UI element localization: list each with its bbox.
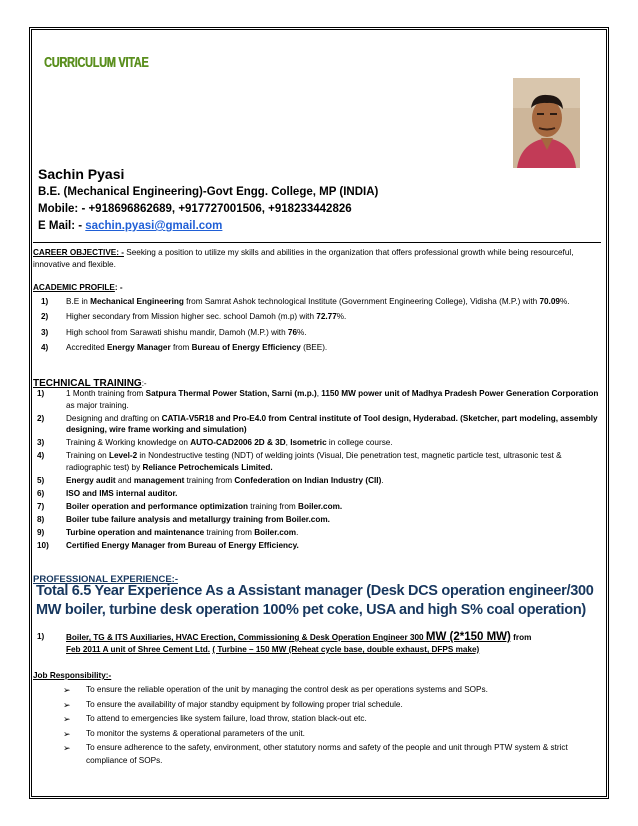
academic-item-text: High school from Sarawati shishu mandir, Damoh (M.P.) with (66, 327, 288, 337)
technical-item-bold: Reliance Petrochemicals Limited. (142, 462, 273, 472)
academic-item-text: %. (336, 312, 347, 322)
job-responsibility-label: Job Responsibility:- (33, 671, 112, 680)
academic-profile-suffix: : - (114, 283, 123, 292)
technical-item-text: . (381, 475, 384, 485)
experience-entry-body (33, 631, 601, 656)
technical-item (33, 475, 601, 487)
technical-item-text: Designing and drafting on (66, 413, 162, 423)
technical-item (33, 413, 601, 436)
technical-item (33, 437, 601, 449)
academic-item-number: 2) (41, 312, 49, 322)
technical-item-text: Training & Working knowledge on (66, 438, 191, 447)
arrow-bullet-icon: ➢ (63, 699, 71, 710)
job-item (33, 699, 601, 712)
academic-item-text: (BEE). (300, 342, 328, 352)
technical-item-number: 7) (37, 501, 45, 511)
technical-item (33, 514, 601, 526)
technical-item-bold: Satpura Thermal Power Station, Sarni (m.p.) (145, 389, 317, 398)
technical-item-number: 5) (37, 475, 45, 485)
technical-item (33, 488, 601, 500)
academic-item-text: %. (559, 297, 570, 306)
experience-number: 1) (37, 632, 45, 641)
document-title: CURRICULUM VITAE (44, 55, 149, 72)
academic-profile-heading (33, 282, 601, 294)
academic-item-bold: Mechanical Engineering (90, 297, 184, 306)
profile-photo (513, 78, 580, 168)
academic-item-number: 4) (41, 342, 49, 352)
technical-training-suffix: :- (141, 379, 147, 388)
job-item-text: To monitor the systems & operational parameters of the unit. (86, 728, 305, 738)
technical-item-text: , (285, 438, 291, 447)
profile-photo-image (513, 78, 580, 168)
technical-item (33, 388, 601, 411)
technical-item-text: , (316, 389, 322, 398)
job-responsibility-list (33, 684, 601, 769)
career-objective (33, 247, 601, 271)
job-item (33, 713, 601, 726)
technical-item-bold: Certified Energy Manager from Bureau of Energy Efficiency. (66, 540, 299, 550)
job-item-text: To attend to emergencies like system failure, load throw, station black-out etc. (86, 714, 367, 723)
arrow-bullet-icon: ➢ (63, 728, 71, 739)
technical-item (33, 450, 601, 473)
technical-item-bold: CATIA-V5R18 and Pro-E4.0 from Central institute of Tool design, Hyderabad. (Sketcher, part modeling, assembly designing, wire frame working and simulation) (66, 413, 598, 434)
academic-profile-label: ACADEMIC PROFILE (33, 283, 115, 292)
arrow-bullet-icon: ➢ (63, 714, 71, 724)
technical-item-text: in college course. (326, 438, 393, 447)
academic-item-text: %. (297, 327, 307, 337)
technical-item-number: 8) (37, 514, 45, 524)
technical-item-text: . (296, 527, 299, 537)
technical-item-number: 6) (37, 488, 45, 498)
technical-item-bold: Boiler.com (254, 527, 297, 537)
job-item (33, 742, 601, 767)
email-label: E Mail: - (38, 220, 86, 232)
technical-item-number: 9) (37, 527, 45, 537)
experience-capacity: MW (2*150 MW) (425, 631, 511, 643)
technical-item-bold: Turbine operation and maintenance (66, 527, 205, 537)
experience-turbine: ( Turbine – 150 MW (Reheat cycle base, double exhaust, DFPS make) (212, 645, 480, 654)
academic-item (33, 342, 601, 354)
job-item-text: To ensure adherence to the safety, environment, other statutory norms and safety of the people and unit through PTW system & strict compliance of SOPs. (86, 743, 568, 765)
technical-item-bold: Confederation on Indian Industry (CII) (234, 475, 382, 485)
job-item (33, 684, 601, 697)
technical-item-bold: Energy audit (66, 475, 116, 485)
academic-list (33, 296, 601, 357)
degree-line: B.E. (Mechanical Engineering)-Govt Engg. College, MP (INDIA) (38, 186, 379, 198)
job-responsibility-heading (33, 670, 601, 682)
academic-item-bold: Bureau of Energy Efficiency (191, 342, 301, 352)
arrow-bullet-icon: ➢ (63, 685, 71, 695)
technical-item-text: in Nondestructive testing (NDT) of welding joints (Visual, Die penetration test, magnetic particle test, ultrasonic test & radiographic test) by (66, 451, 562, 472)
technical-item-number: 1) (37, 389, 45, 398)
technical-item-bold: Boiler operation and performance optimization (66, 501, 248, 511)
academic-item-text: from (170, 342, 192, 352)
experience-from: from (510, 633, 532, 642)
academic-item-text: B.E in (66, 297, 91, 306)
technical-item-text: as major training. (66, 400, 129, 410)
academic-item (33, 296, 601, 308)
technical-item-bold: ISO and IMS internal auditor. (66, 488, 178, 498)
technical-item (33, 540, 601, 552)
academic-item-bold: Energy Manager (106, 342, 171, 352)
technical-item-number: 3) (37, 438, 45, 447)
academic-item-number: 1) (41, 297, 49, 306)
technical-item-bold: Isometric (290, 438, 327, 447)
technical-item-bold: 1150 MW power unit of Madhya Pradesh Power Generation Corporation (321, 389, 599, 398)
academic-item-number: 3) (41, 327, 49, 337)
technical-item-text: training from (184, 475, 235, 485)
technical-item-text: Training on (66, 451, 109, 460)
technical-item (33, 501, 601, 513)
technical-item-number: 2) (37, 413, 45, 423)
technical-item-text: training from (204, 527, 255, 537)
job-item (33, 728, 601, 741)
technical-item-bold: Boiler tube failure analysis and metallurgy training from Boiler.com. (66, 514, 330, 524)
technical-item-text: 1 Month training from (66, 389, 146, 398)
technical-item-bold: Level-2 (108, 451, 138, 460)
job-item-text: To ensure the reliable operation of the unit by managing the control desk as per operations systems and SOPs. (86, 685, 488, 694)
experience-entry (33, 631, 601, 656)
academic-item-bold: 70.09 (539, 297, 560, 306)
career-objective-label: CAREER OBJECTIVE: - (33, 248, 124, 257)
technical-item (33, 527, 601, 539)
technical-item-text: training from (247, 501, 299, 511)
divider (33, 242, 601, 243)
experience-summary: Total 6.5 Year Experience As a Assistant manager (Desk DCS operation engineer/300 MW boiler, turbine desk operation 100% pet coke, USA and high S% coal operation) (36, 583, 594, 618)
academic-item-bold: 76 (287, 327, 298, 337)
email-line (38, 220, 222, 232)
professional-experience-label: PROFESSIONAL EXPERIENCE:- (33, 574, 178, 585)
technical-item-number: 4) (37, 451, 45, 460)
career-objective-text: Seeking a position to utilize my skills and abilities in the organization that offers professional growth while being resourceful, innovative and flexible. (33, 248, 574, 269)
technical-list (33, 388, 601, 553)
academic-item-bold: 72.77 (316, 312, 337, 322)
experience-company: Feb 2011 A unit of Shree Cement Ltd. (66, 645, 211, 654)
technical-item-bold: AUTO-CAD2006 2D & 3D (190, 438, 286, 447)
academic-item-text: from Samrat Ashok technological Institute (Government Engineering College), Vidisha (M.P.) with (183, 297, 540, 306)
academic-item-text: Accredited (66, 342, 107, 352)
technical-training-label: TECHNICAL TRAINING (33, 378, 142, 389)
email-link[interactable]: sachin.pyasi@gmail.com (85, 220, 223, 232)
experience-title: Boiler, TG & ITS Auxiliaries, HVAC Erection, Commissioning & Desk Operation Engineer 300 (66, 633, 426, 642)
academic-item-text: Higher secondary from Mission higher sec. school Damoh (m.p) with (66, 312, 317, 322)
technical-item-number: 10) (37, 540, 49, 550)
arrow-bullet-icon: ➢ (63, 743, 71, 753)
mobile-line: Mobile: - +918696862689, +917727001506, +918233442826 (38, 203, 352, 215)
candidate-name: Sachin Pyasi (38, 166, 125, 182)
technical-item-bold: management (133, 475, 185, 485)
technical-item-text: and (115, 475, 134, 485)
job-item-text: To ensure the availability of major standby equipment by following proper trial schedule. (86, 699, 403, 709)
technical-item-bold: Boiler.com. (298, 501, 343, 511)
academic-item (33, 327, 601, 339)
academic-item (33, 311, 601, 323)
